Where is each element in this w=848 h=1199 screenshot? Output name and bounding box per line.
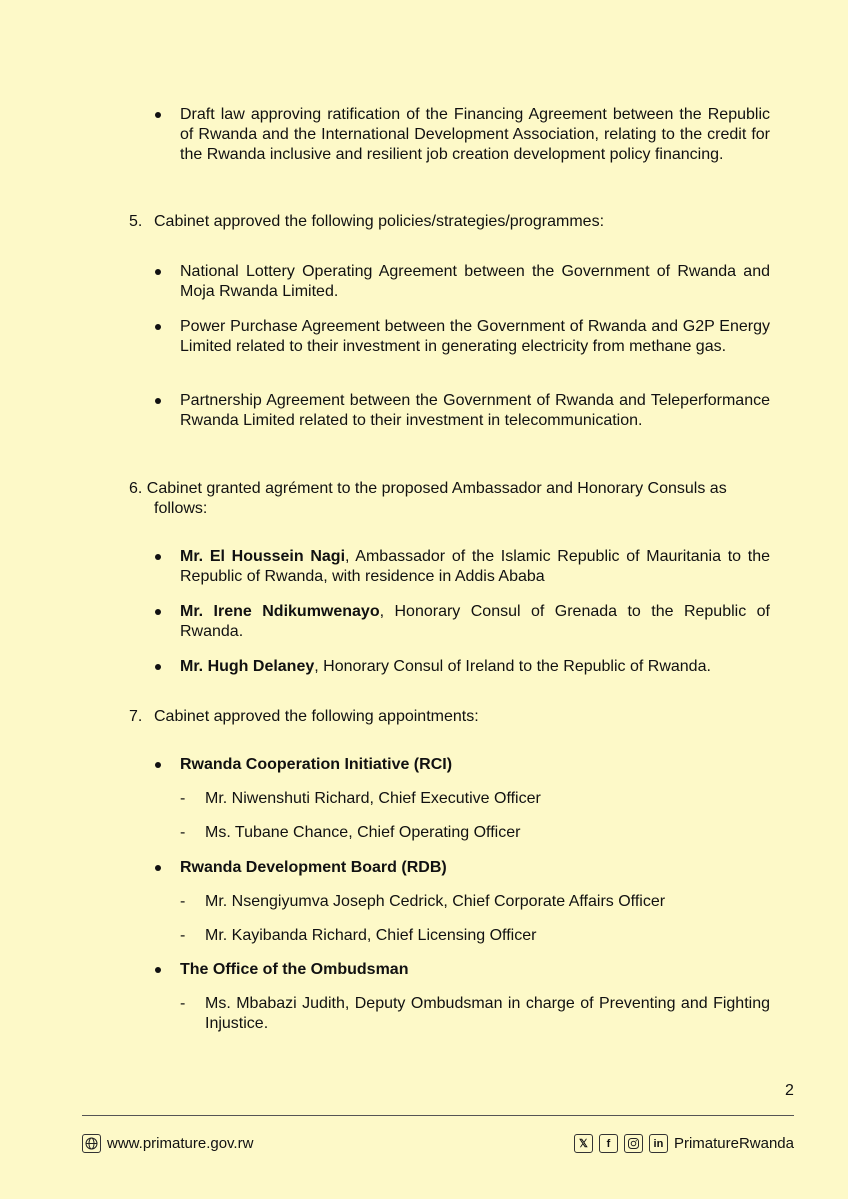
dash-mark: - <box>180 790 186 807</box>
globe-icon <box>82 1134 101 1153</box>
org-ombudsman <box>180 960 770 980</box>
facebook-icon[interactable]: f <box>599 1134 618 1153</box>
org-name: Rwanda Development Board (RDB) <box>180 859 447 876</box>
bullet-consul-ndikumwenayo <box>180 602 770 642</box>
instagram-icon-svg <box>628 1138 639 1149</box>
dash-mark: - <box>180 893 186 910</box>
section-7-heading: Cabinet approved the following appointments: <box>154 708 479 725</box>
globe-icon-svg <box>85 1137 98 1150</box>
org-rci <box>180 755 770 775</box>
linkedin-icon[interactable]: in <box>649 1134 668 1153</box>
x-icon[interactable]: 𝕏 <box>574 1134 593 1153</box>
section-5-number: 5. <box>129 213 143 230</box>
appointment-niwenshuti: Mr. Niwenshuti Richard, Chief Executive Officer <box>205 790 541 807</box>
person-role: , Honorary Consul of Grenada to the Republic of Rwanda. <box>180 603 770 640</box>
org-rdb <box>180 858 770 878</box>
bullet-partnership: Partnership Agreement between the Government of Rwanda and Teleperformance Rwanda Limited related to their investment in telecommunication. <box>180 392 770 429</box>
social-handle[interactable]: PrimatureRwanda <box>673 1135 794 1152</box>
appointment-tubane: Ms. Tubane Chance, Chief Operating Officer <box>205 824 521 841</box>
appointment-nsengiyumva: Mr. Nsengiyumva Joseph Cedrick, Chief Corporate Affairs Officer <box>205 893 666 910</box>
bullet-draft-law: Draft law approving ratification of the Financing Agreement between the Republic of Rwanda and the International Development Association, relating to the credit for the Rwanda inclusive and resilient job creation development policy financing. <box>180 106 770 163</box>
person-name: Mr. Irene Ndikumwenayo <box>180 603 380 620</box>
website-link[interactable]: www.primature.gov.rw <box>107 1135 254 1152</box>
bullet-ambassador-nagi <box>180 547 770 587</box>
person-role: , Ambassador of the Islamic Republic of Mauritania to the Republic of Rwanda, with residence in Addis Ababa <box>180 548 770 585</box>
dash-mark: - <box>180 927 186 944</box>
person-name: Mr. Hugh Delaney <box>180 658 315 675</box>
bullet-lottery-agreement: National Lottery Operating Agreement between the Government of Rwanda and Moja Rwanda Limited. <box>180 263 770 300</box>
section-6-heading-line2: follows: <box>154 500 208 517</box>
appointment-kayibanda: Mr. Kayibanda Richard, Chief Licensing Officer <box>205 927 537 944</box>
org-name: The Office of the Ombudsman <box>180 961 409 978</box>
dash-mark: - <box>180 995 186 1012</box>
section-5-heading: Cabinet approved the following policies/strategies/programmes: <box>154 213 605 230</box>
page-number: 2 <box>785 1082 794 1099</box>
footer-website[interactable] <box>82 1134 253 1153</box>
bullet-power-purchase: Power Purchase Agreement between the Government of Rwanda and G2P Energy Limited related to their investment in generating electricity from methane gas. <box>180 318 770 355</box>
dash-mark: - <box>180 824 186 841</box>
instagram-icon[interactable] <box>624 1134 643 1153</box>
footer-social <box>574 1134 794 1153</box>
footer-divider <box>82 1115 794 1116</box>
person-name: Mr. El Houssein Nagi <box>180 548 346 565</box>
org-name: Rwanda Cooperation Initiative (RCI) <box>180 756 453 773</box>
section-7-number: 7. <box>129 708 143 725</box>
section-6-heading-line1: 6. Cabinet granted agrément to the proposed Ambassador and Honorary Consuls as <box>129 480 727 497</box>
person-role: , Honorary Consul of Ireland to the Republic of Rwanda. <box>314 658 711 675</box>
bullet-consul-delaney <box>180 657 780 677</box>
appointment-mbabazi: Ms. Mbabazi Judith, Deputy Ombudsman in charge of Preventing and Fighting Injustice. <box>205 995 770 1032</box>
